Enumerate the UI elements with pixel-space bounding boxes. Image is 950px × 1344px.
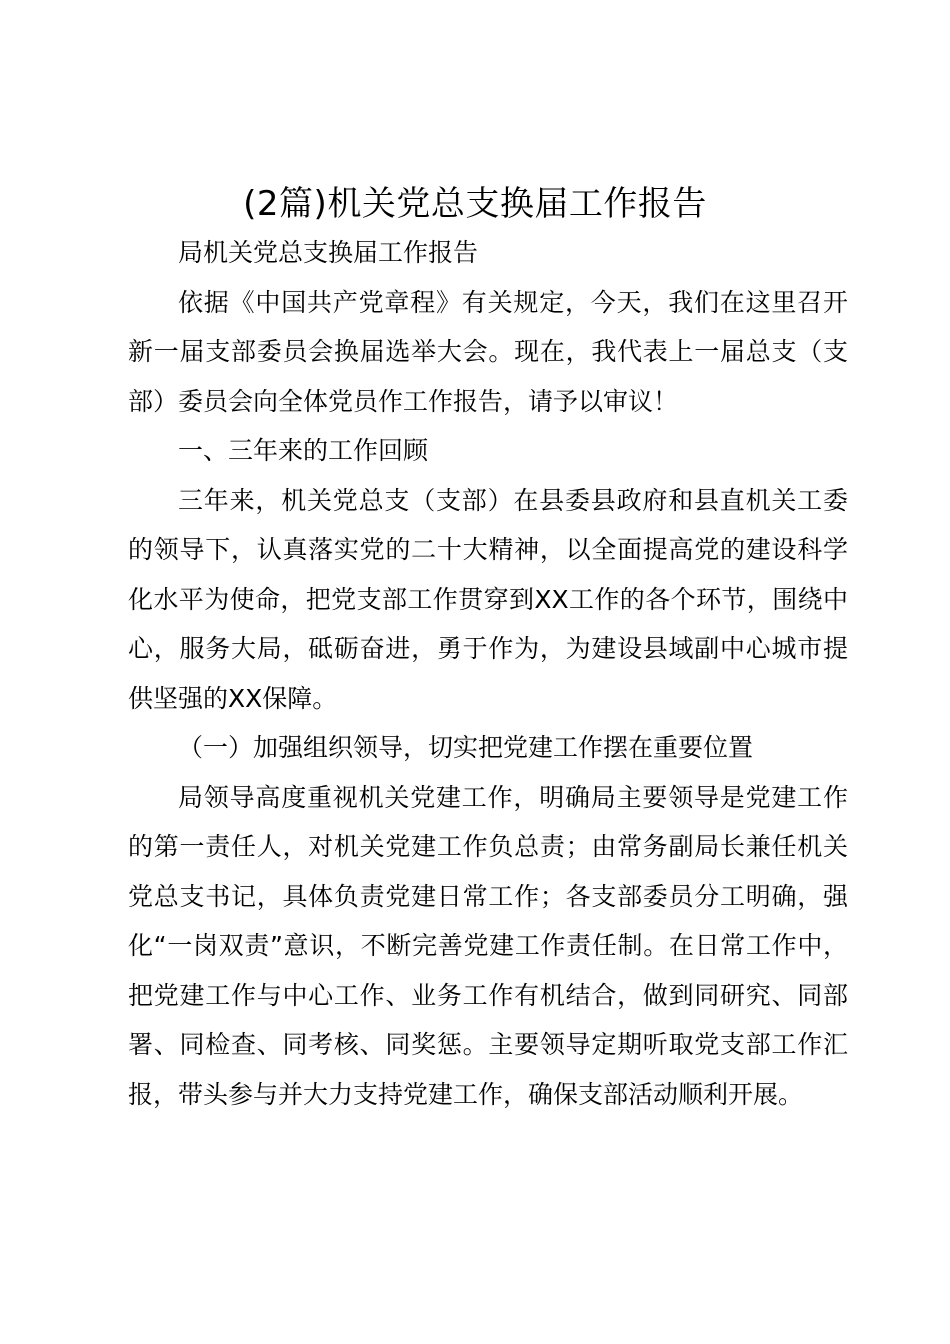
document-body <box>128 228 848 1119</box>
subsection-heading-leadership: （一）加强组织领导，切实把党建工作摆在重要位置 <box>178 733 754 762</box>
review-paragraph: 三年来，机关党总支（支部）在县委县政府和县直机关工委的领导下，认真落实党的二十大精神，以全面提高党的建设科学化水平为使命，把党支部工作贯穿到XX工作的各个环节，围绕中心，服务大局，砥砺奋进，勇于作为，为建设县域副中心城市提供坚强的XX保障。 <box>128 485 848 713</box>
report-subtitle: 局机关党总支换届工作报告 <box>178 238 479 267</box>
leadership-paragraph: 局领导高度重视机关党建工作，明确局主要领导是党建工作的第一责任人，对机关党建工作负总责；由常务副局长兼任机关党总支书记，具体负责党建日常工作；各支部委员分工明确，强化“一岗双责”意识，不断完善党建工作责任制。在日常工作中，把党建工作与中心工作、业务工作有机结合，做到同研究、同部署、同检查、同考核、同奖惩。主要领导定期听取党支部工作汇报，带头参与并大力支持党建工作，确保支部活动顺利开展。 <box>128 782 848 1109</box>
section-heading-review: 一、三年来的工作回顾 <box>178 436 429 465</box>
document-title: (2篇)机关党总支换届工作报告 <box>243 184 707 224</box>
intro-paragraph: 依据《中国共产党章程》有关规定，今天，我们在这里召开新一届支部委员会换届选举大会。现在，我代表上一届总支（支部）委员会向全体党员作工作报告，请予以审议！ <box>128 287 848 416</box>
